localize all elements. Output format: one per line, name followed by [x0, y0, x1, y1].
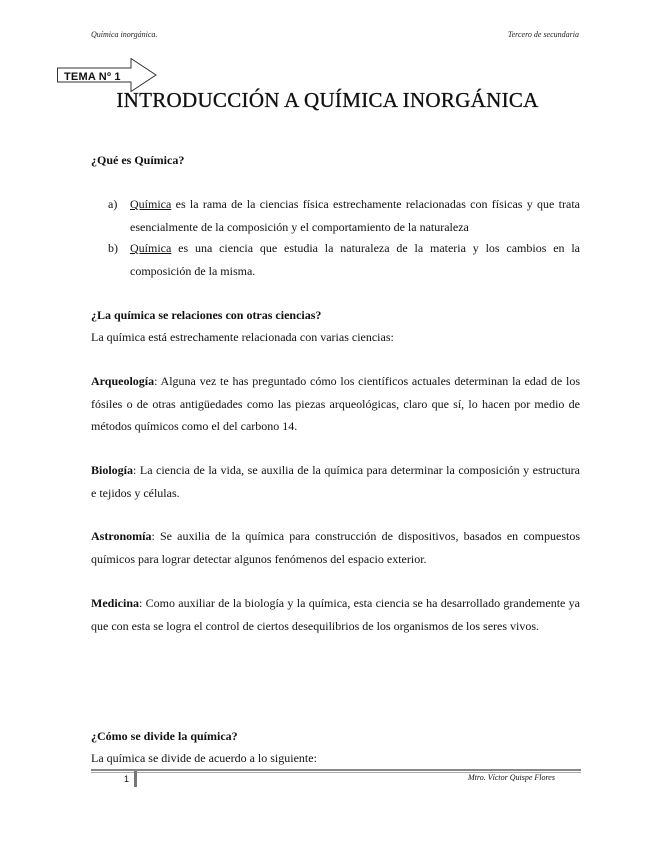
- footer-divider: [91, 769, 581, 771]
- paragraph-text: : Se auxilia de la química para construcción de dispositivos, basados en compuestos químicos para lograr detectar algunos fenómenos del espacio exterior.: [91, 529, 580, 566]
- list-item: [108, 237, 580, 282]
- paragraph-astronomia: [91, 525, 580, 570]
- term-medicina: Medicina: [91, 596, 139, 610]
- paragraph-medicina: [91, 592, 580, 637]
- term-astronomia: Astronomía: [91, 529, 152, 543]
- term-arqueologia: Arqueología: [91, 374, 155, 388]
- heading-que-es-quimica: ¿Qué es Química?: [91, 153, 185, 167]
- page-number: 1: [124, 774, 130, 784]
- intro-relacion: La química está estrechamente relacionada con varias ciencias:: [91, 330, 394, 344]
- term-biologia: Biología: [91, 463, 134, 477]
- header-right-text: Tercero de secundaria: [507, 30, 579, 39]
- list-item-text: es una ciencia que estudia la naturaleza de la materia y los cambios en la composición de la misma.: [130, 241, 580, 278]
- tema-badge-label: TEMA Nº 1: [64, 71, 121, 83]
- list-marker: a): [108, 197, 118, 211]
- paragraph-text: : La ciencia de la vida, se auxilia de la química para determinar la composición y estructura e tejidos y células.: [91, 463, 580, 500]
- heading-relacion-ciencias: ¿La química se relaciones con otras ciencias?: [91, 308, 322, 322]
- list-marker: b): [108, 241, 118, 255]
- heading-como-se-divide: ¿Cómo se divide la química?: [91, 729, 238, 743]
- document-title: INTRODUCCIÓN A QUÍMICA INORGÁNICA: [116, 88, 539, 112]
- paragraph-arqueologia: [91, 370, 580, 438]
- header-left-text: Química inorgánica.: [91, 30, 158, 39]
- page-number-bar: [134, 771, 137, 787]
- term-quimica: Química: [130, 197, 172, 211]
- list-item-text: es la rama de la ciencias física estrechamente relacionadas con físicas y que trata esencialmente de la composición y el comportamiento de la naturaleza: [130, 197, 580, 234]
- paragraph-biologia: [91, 459, 580, 504]
- term-quimica: Química: [130, 241, 172, 255]
- paragraph-text: : Alguna vez te has preguntado cómo los científicos actuales determinan la edad de los fósiles o de otras antigüedades como las piezas arqueológicas, claro que sí, lo hacen por medio de métodos químicos como el del carbono 14.: [91, 374, 580, 433]
- footer-author: Mtro. Víctor Quispe Flores: [468, 773, 555, 782]
- paragraph-text: : Como auxiliar de la biología y la química, esta ciencia se ha desarrollado grandemente ya que con esta se logra el control de ciertos desequilibrios de los organismos de los seres vivos.: [91, 596, 580, 633]
- list-item: [108, 193, 580, 238]
- intro-division: La química se divide de acuerdo a lo siguiente:: [91, 751, 317, 765]
